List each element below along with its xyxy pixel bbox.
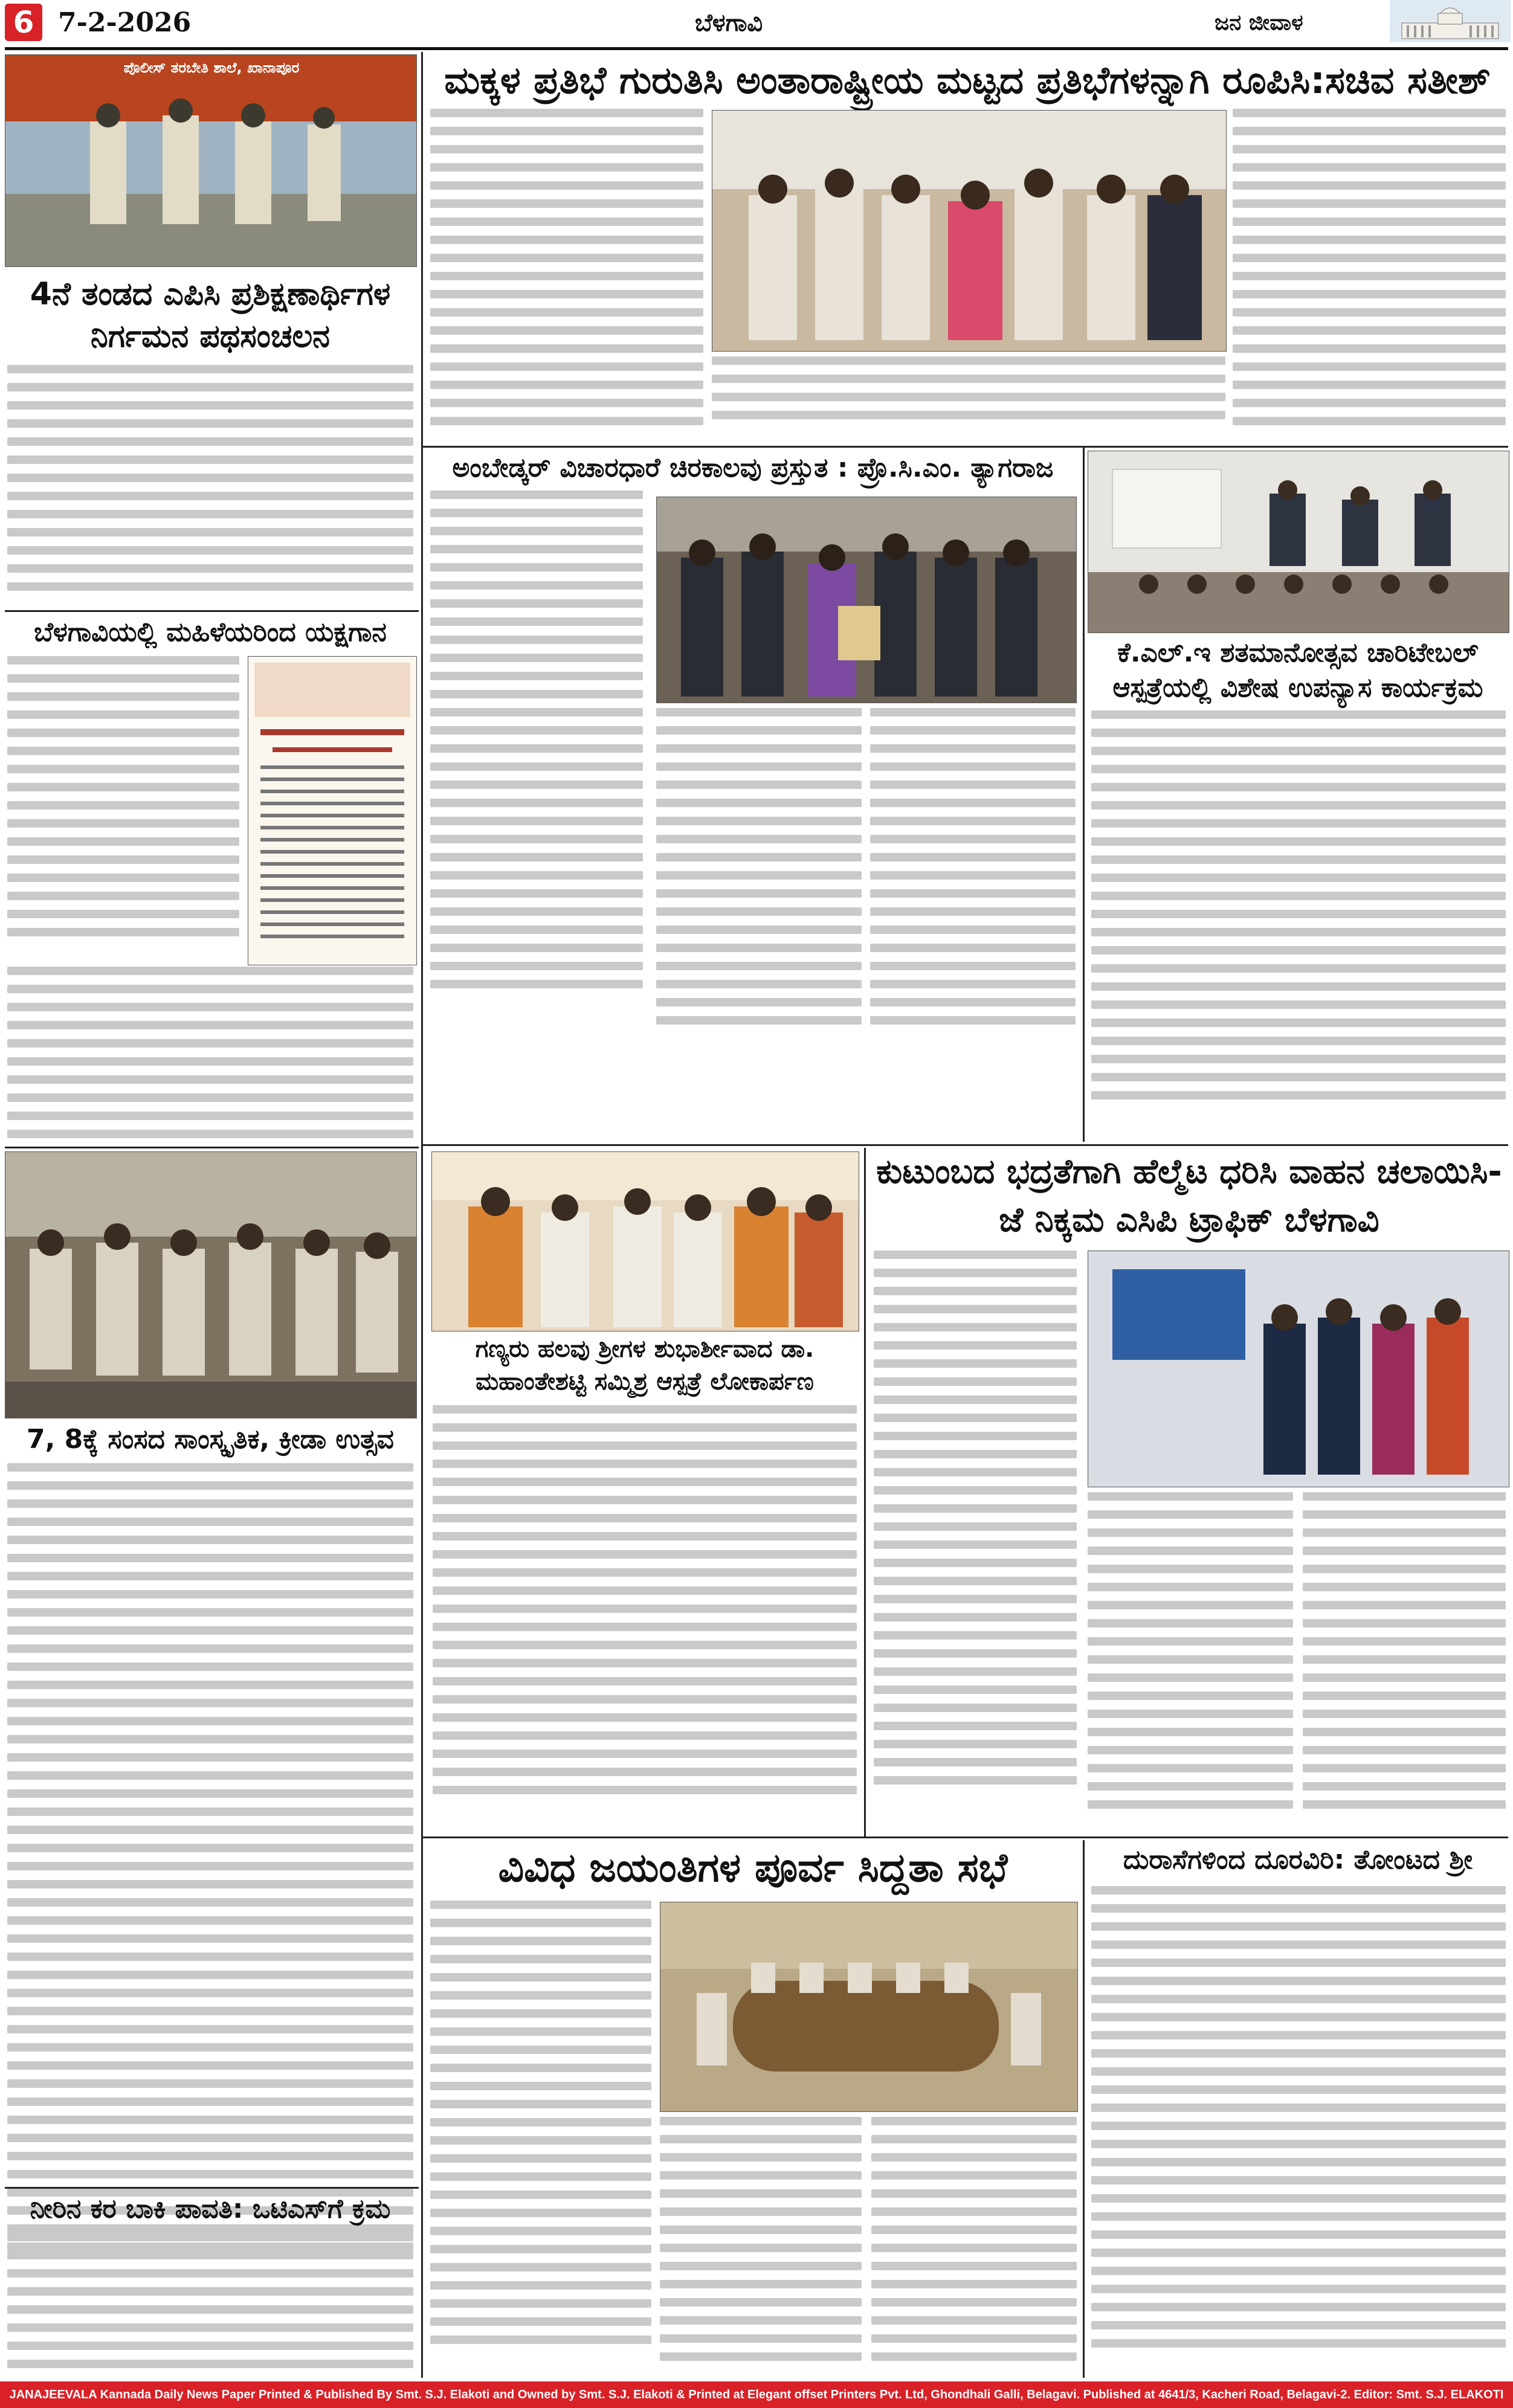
section-divider bbox=[423, 1837, 1508, 1838]
durabhyasa-body bbox=[1091, 1886, 1506, 2378]
column-divider bbox=[864, 1148, 866, 1838]
jayanti-headline: ವಿವಿಧ ಜಯಂತಿಗಳ ಪೂರ್ವ ಸಿದ್ದತಾ ಸಭೆ bbox=[498, 1844, 1008, 1891]
parade-photo-banner: ಪೊಲೀಸ್ ತರಬೇತಿ ಶಾಲೆ, ಖಾನಾಪೂರ bbox=[123, 59, 300, 76]
kle-lecture-body bbox=[1091, 710, 1506, 1133]
jayanti-body-col1 bbox=[430, 1901, 651, 2378]
jayanti-body-col3 bbox=[871, 2117, 1077, 2378]
ambedkar-headline: ಅಂಬೇಡ್ಕರ್ ವಿಚಾರಧಾರೆ ಚಿರಕಾಲವು ಪ್ರಸ್ತುತ : ಪ್ರೊ.ಸಿ.ಎಂ. ತ್ಯಾಗರಾಜ bbox=[452, 452, 1054, 483]
section-divider bbox=[5, 2187, 419, 2189]
water-tax-headline: ನೀರಿನ ಕರ ಬಾಕಿ ಪಾವತಿ: ಒಟಿಎಸ್‌ಗೆ ಕ್ರಮ bbox=[30, 2194, 391, 2224]
parade-photo bbox=[5, 54, 417, 267]
ambedkar-photo bbox=[656, 497, 1077, 703]
kids-talent-body-col3 bbox=[1233, 109, 1506, 447]
yakshagana-headline: ಬೆಳಗಾವಿಯಲ್ಲಿ ಮಹಿಳೆಯರಿಂದ ಯಕ್ಷಗಾನ bbox=[34, 617, 387, 648]
yakshagana-body bbox=[7, 656, 239, 958]
mp-fest-headline: 7, 8ಕ್ಕೆ ಸಂಸದ ಸಾಂಸ್ಕೃತಿಕ, ಕ್ರೀಡಾ ಉತ್ಸವ bbox=[27, 1424, 394, 1455]
hospital-launch-body bbox=[433, 1405, 857, 1828]
column-divider bbox=[421, 52, 423, 2378]
legislature-building-icon bbox=[1390, 0, 1511, 42]
section-divider bbox=[423, 1144, 1508, 1146]
helmet-body-col3 bbox=[1303, 1492, 1506, 1830]
section-divider bbox=[423, 446, 1508, 448]
kids-talent-photo bbox=[712, 110, 1227, 352]
page-number: 6 bbox=[5, 4, 42, 41]
kids-talent-body-under-photo bbox=[712, 356, 1225, 447]
paper-name: ಜನ ಜೀವಾಳ bbox=[1215, 10, 1303, 35]
hospital-launch-photo bbox=[431, 1151, 859, 1331]
issue-date: 7-2-2026 bbox=[58, 7, 192, 38]
kids-talent-headline: ಮಕ್ಕಳ ಪ್ರತಿಭೆ ಗುರುತಿಸಿ ಅಂತಾರಾಷ್ಟ್ರೀಯ ಮಟ್ಟದ ಪ್ರತಿಭೆಗಳನ್ನಾಗಿ ರೂಪಿಸಿ:ಸಚಿವ ಸತೀಶ್ bbox=[444, 58, 1491, 102]
jayanti-body-col2 bbox=[660, 2117, 862, 2378]
helmet-photo bbox=[1088, 1251, 1509, 1487]
helmet-headline: ಕುಟುಂಬದ ಭದ್ರತೆಗಾಗಿ ಹೆಲ್ಮೆಟ ಧರಿಸಿ ವಾಹನ ಚಲಾಯಿಸಿ-ಜೆ ನಿಕ್ಕಮ ಎಸಿಪಿ ಟ್ರಾಫಿಕ್ ಬೆಳಗಾವಿ bbox=[876, 1152, 1502, 1240]
section-divider bbox=[5, 610, 419, 612]
edition-city: ಬೆಳಗಾವಿ bbox=[695, 9, 763, 37]
ambedkar-body-col2 bbox=[656, 708, 862, 1046]
helmet-body-col1 bbox=[874, 1251, 1077, 1830]
helmet-body-col2 bbox=[1088, 1492, 1293, 1830]
kle-lecture-headline: ಕೆ.ಎಲ್.ಇ ಶತಮಾನೋತ್ಸವ ಚಾರಿಟೇಬಲ್ ಆಸ್ಪತ್ರೆಯಲ್ಲಿ ವಿಶೇಷ ಉಪನ್ಯಾಸ ಕಾರ್ಯಕ್ರಮ bbox=[1112, 637, 1483, 703]
durabhyasa-headline: ದುರಾಸೆಗಳಿಂದ ದೂರವಿರಿ: ತೋಂಟದ ಶ್ರೀ bbox=[1123, 1844, 1473, 1875]
yakshagana-invitation-image bbox=[248, 656, 417, 965]
imprint-footer: JANAJEEVALA Kannada Daily News Paper Printed & Published By Smt. S.J. Elakoti and Owned by Smt. S.J. Elakoti & Printed at Elegant offset Printers Pvt. Ltd, Ghondhali Galli, Belagavi. Published at 4641/3, Kacheri Road, Belagavi-2. Editor: Smt. S.J. ELAKOTI bbox=[0, 2381, 1513, 2408]
hospital-launch-headline: ಗಣ್ಯರು ಹಲವು ಶ್ರೀಗಳ ಶುಭಾರ್ಶೀವಾದ ಡಾ. ಮಹಾಂತೇಶಟ್ಟಿ ಸಮ್ಮಿಶ್ರ ಆಸ್ಪತ್ರೆ ಲೋಕಾರ್ಪಣ bbox=[475, 1335, 815, 1396]
ambedkar-body-col3 bbox=[870, 708, 1076, 1046]
mp-fest-body bbox=[7, 1463, 413, 2309]
epc-parade-body bbox=[7, 365, 413, 607]
mp-fest-photo bbox=[5, 1151, 417, 1418]
header-rule bbox=[5, 47, 1508, 50]
jayanti-meeting-photo bbox=[660, 1902, 1078, 2112]
section-divider bbox=[5, 1147, 419, 1148]
yakshagana-body-cont bbox=[7, 967, 413, 1148]
column-divider bbox=[1083, 447, 1085, 1142]
column-divider bbox=[1083, 1840, 1085, 2378]
ambedkar-body-col1 bbox=[430, 491, 643, 1022]
epc-parade-headline: 4ನೆ ತಂಡದ ಎಪಿಸಿ ಪ್ರಶಿಕ್ಷಣಾರ್ಥಿಗಳ ನಿರ್ಗಮನ ಪಥಸಂಚಲನ bbox=[30, 276, 391, 355]
kle-lecture-photo bbox=[1088, 451, 1509, 633]
kids-talent-body-col1 bbox=[430, 109, 703, 447]
water-tax-body bbox=[7, 2233, 413, 2378]
